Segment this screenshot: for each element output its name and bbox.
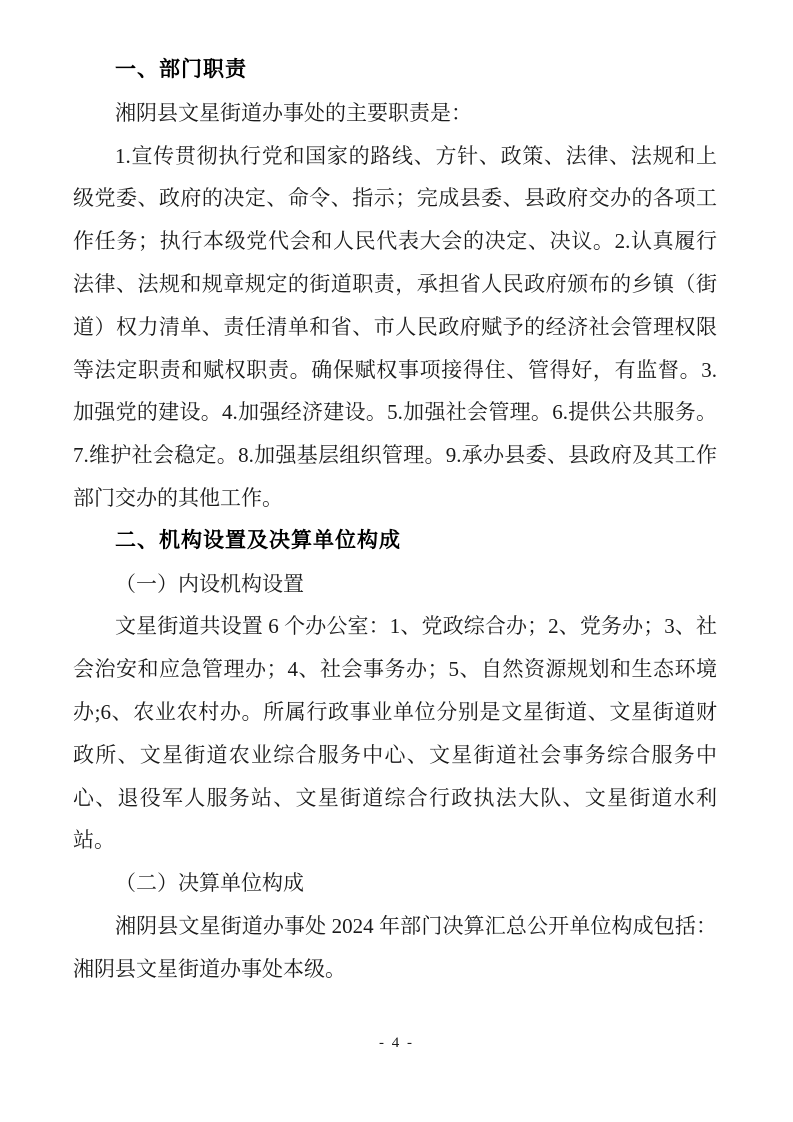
paragraph: 1.宣传贯彻执行党和国家的路线、方针、政策、法律、法规和上级党委、政府的决定、命令、指示；完成县委、县政府交办的各项工作任务；执行本级党代会和人民代表大会的决定、决议。2.认真履行法律、法规和规章规定的街道职责，承担省人民政府颁布的乡镇（街道）权力清单、责任清单和省、市人民政府赋予的经济社会管理权限等法定职责和赋权职责。确保赋权事项接得住、管得好，有监督。3.加强党的建设。4.加强经济建设。5.加强社会管理。6.提供公共服务。7.维护社会稳定。8.加强基层组织管理。9.承办县委、县政府及其工作部门交办的其他工作。 [73, 143, 717, 510]
sub-heading: （二）决算单位构成 [115, 871, 304, 896]
document-body [73, 49, 717, 991]
section-heading: 二、机构设置及决算单位构成 [115, 528, 401, 552]
paragraph: 湘阴县文星街道办事处 2024 年部门决算汇总公开单位构成包括：湘阴县文星街道办事处本级。 [73, 913, 717, 981]
paragraph: 湘阴县文星街道办事处的主要职责是： [115, 100, 472, 125]
paragraph: 文星街道共设置 6 个办公室：1、党政综合办；2、党务办；3、社会治安和应急管理办；4、社会事务办；5、自然资源规划和生态环境办;6、农业农村办。所属行政事业单位分别是文星街道、文星街道财政所、文星街道农业综合服务中心、文星街道社会事务综合服务中心、退役军人服务站、文星街道综合行政执法大队、文星街道水利站。 [73, 614, 717, 853]
sub-heading: （一）内设机构设置 [115, 571, 304, 596]
section-heading: 一、部门职责 [115, 58, 247, 81]
page-number: - 4 - [379, 1035, 414, 1051]
page-footer [0, 1033, 793, 1053]
